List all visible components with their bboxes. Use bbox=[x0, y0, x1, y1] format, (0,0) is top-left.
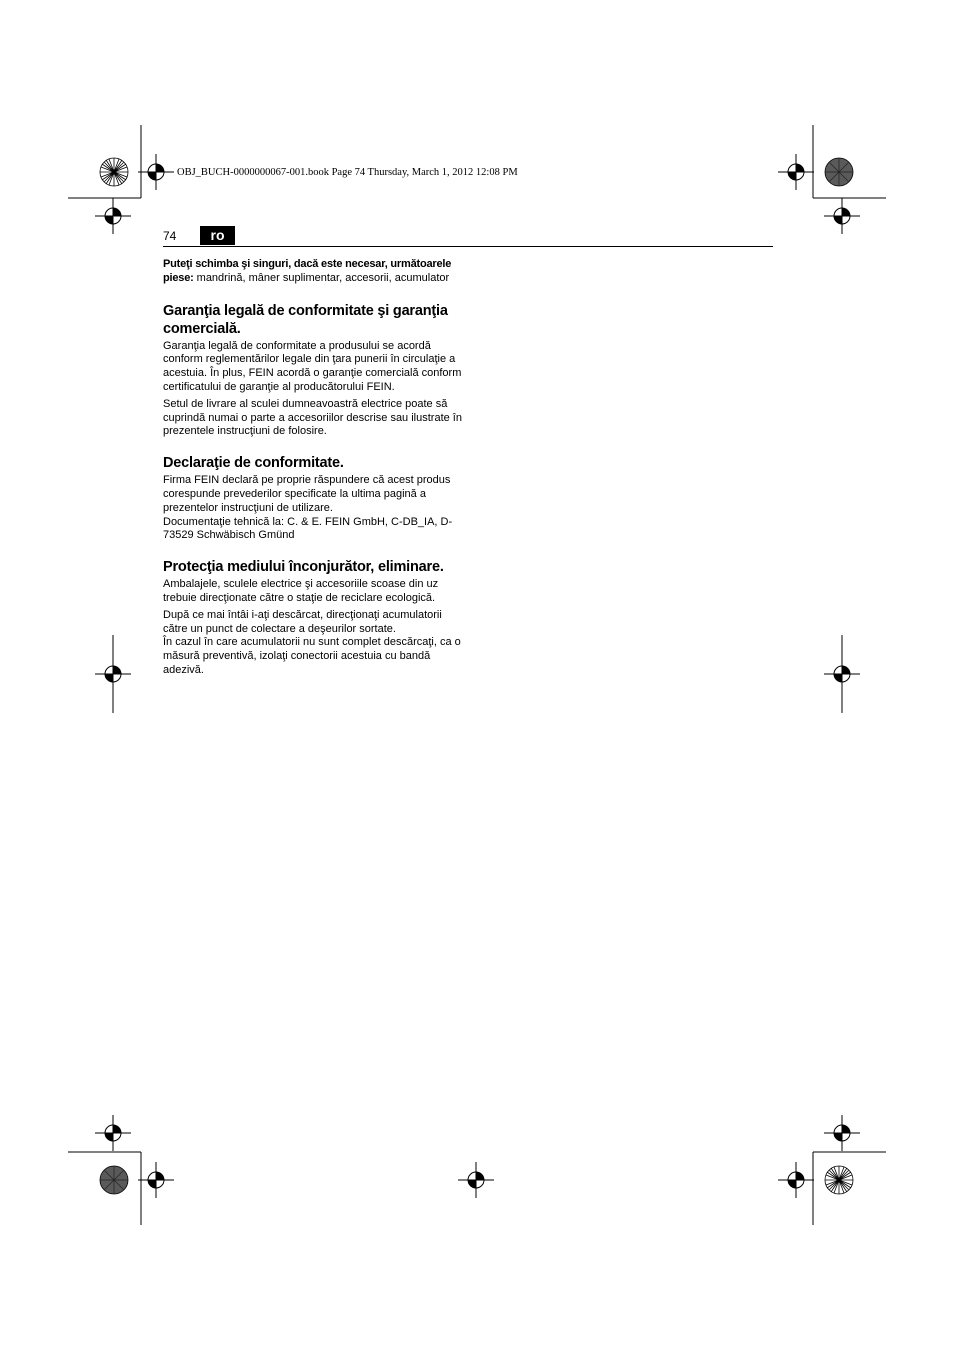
page-number: 74 bbox=[163, 229, 177, 243]
conformity-paragraph-1: Firma FEIN declară pe proprie răspundere că acest produs corespunde prevederilor specificate la ultima pagină a prezentelor instrucţiuni de utilizare. bbox=[163, 474, 451, 514]
section-title-conformity: Declaraţie de conformitate. bbox=[163, 455, 344, 472]
warranty-paragraph-2: Setul de livrare al sculei dumneavoastră electrice poate să cuprindă numai o parte a accesoriilor descrise sau ilustrate în prezentele instrucţiuni de folosire. bbox=[163, 397, 462, 438]
intro-paragraph bbox=[163, 258, 463, 286]
header-rule bbox=[163, 246, 773, 247]
intro-text: mandrină, mâner suplimentar, accesorii, acumulator bbox=[193, 271, 450, 284]
section-warranty bbox=[163, 302, 463, 440]
environment-paragraph-2: După ce mai întâi i-aţi descărcat, direcţionaţi acumulatorii către un punct de colectare a deşeurilor sortate. bbox=[163, 608, 442, 635]
section-conformity bbox=[163, 454, 463, 543]
conformity-paragraph-2: Documentaţie tehnică la: C. & E. FEIN GmbH, C-DB_IA, D-73529 Schwäbisch Gmünd bbox=[163, 515, 453, 542]
environment-paragraph-1: Ambalajele, sculele electrice şi accesoriile scoase din uz trebuie direcţionate către o staţie de reciclare ecologică. bbox=[163, 578, 439, 604]
environment-paragraph-3: În cazul în care acumulatorii nu sunt complet descărcaţi, ca o măsură preventivă, izolaţi conectorii acestuia cu bandă adezivă. bbox=[163, 636, 461, 676]
print-slug-line: OBJ_BUCH-0000000067-001.book Page 74 Thursday, March 1, 2012 12:08 PM bbox=[177, 167, 518, 178]
section-title-environment: Protecţia mediului înconjurător, eliminare. bbox=[163, 559, 444, 576]
language-badge: ro bbox=[200, 226, 235, 245]
page-content bbox=[163, 258, 463, 693]
warranty-paragraph-1: Garanţia legală de conformitate a produsului se acordă conform reglementărilor legale din ţara punerii în circulaţie a acestuia. În plus, FEIN acordă o garanţie comercială conform certificatului de garanţie al producătorului FEIN. bbox=[163, 339, 462, 393]
section-title-warranty: Garanţia legală de conformitate şi garanţia comercială. bbox=[163, 302, 448, 337]
intro-bold-text: Puteţi schimba şi singuri, dacă este necesar, următoarele piese: bbox=[163, 258, 452, 284]
section-environment bbox=[163, 558, 463, 678]
